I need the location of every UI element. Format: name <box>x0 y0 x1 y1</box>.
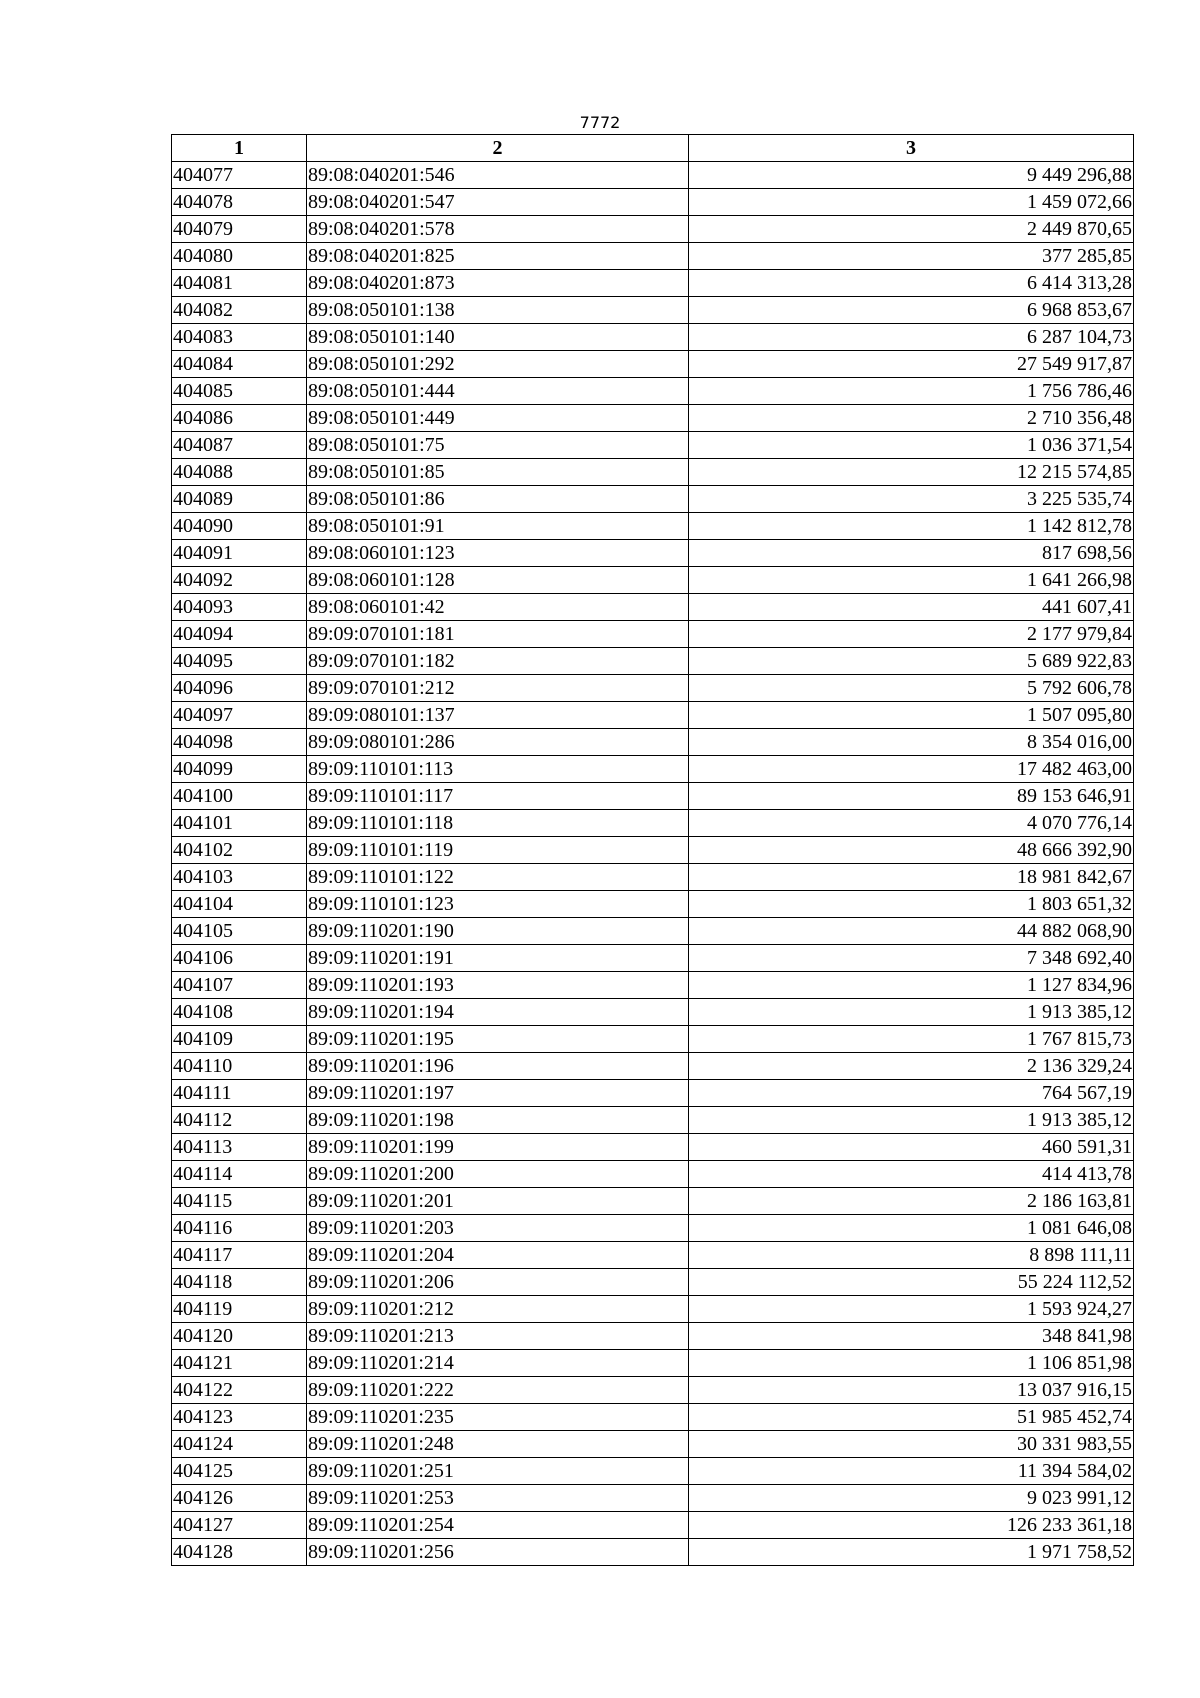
cadastral-number-cell: 89:08:040201:873 <box>307 270 689 297</box>
table-row <box>172 1188 1134 1215</box>
row-number-cell: 404077 <box>172 162 307 189</box>
cadastral-number-cell: 89:09:110101:123 <box>307 891 689 918</box>
row-number-cell: 404089 <box>172 486 307 513</box>
cadastral-number-cell: 89:08:060101:123 <box>307 540 689 567</box>
cadastral-number-cell: 89:09:110201:212 <box>307 1296 689 1323</box>
value-cell: 18 981 842,67 <box>689 864 1134 891</box>
value-cell: 1 756 786,46 <box>689 378 1134 405</box>
row-number-cell: 404079 <box>172 216 307 243</box>
table-row <box>172 891 1134 918</box>
value-cell: 126 233 361,18 <box>689 1512 1134 1539</box>
value-cell: 5 792 606,78 <box>689 675 1134 702</box>
table-row <box>172 432 1134 459</box>
row-number-cell: 404098 <box>172 729 307 756</box>
row-number-cell: 404118 <box>172 1269 307 1296</box>
table-row <box>172 1350 1134 1377</box>
value-cell: 2 449 870,65 <box>689 216 1134 243</box>
table-row <box>172 162 1134 189</box>
table-row <box>172 1026 1134 1053</box>
cadastral-number-cell: 89:08:050101:292 <box>307 351 689 378</box>
cadastral-number-cell: 89:09:070101:182 <box>307 648 689 675</box>
table-row <box>172 297 1134 324</box>
value-cell: 2 136 329,24 <box>689 1053 1134 1080</box>
value-cell: 6 414 313,28 <box>689 270 1134 297</box>
cadastral-number-cell: 89:09:110201:199 <box>307 1134 689 1161</box>
table-row <box>172 729 1134 756</box>
row-number-cell: 404086 <box>172 405 307 432</box>
cadastral-number-cell: 89:09:110201:254 <box>307 1512 689 1539</box>
table-row <box>172 216 1134 243</box>
cadastral-number-cell: 89:09:110201:194 <box>307 999 689 1026</box>
value-cell: 55 224 112,52 <box>689 1269 1134 1296</box>
cadastral-number-cell: 89:09:110201:200 <box>307 1161 689 1188</box>
table-row <box>172 1512 1134 1539</box>
row-number-cell: 404122 <box>172 1377 307 1404</box>
row-number-cell: 404124 <box>172 1431 307 1458</box>
table-row <box>172 1161 1134 1188</box>
row-number-cell: 404099 <box>172 756 307 783</box>
table-row <box>172 378 1134 405</box>
table-row <box>172 1485 1134 1512</box>
value-cell: 441 607,41 <box>689 594 1134 621</box>
cadastral-number-cell: 89:09:070101:212 <box>307 675 689 702</box>
row-number-cell: 404114 <box>172 1161 307 1188</box>
row-number-cell: 404113 <box>172 1134 307 1161</box>
cadastral-number-cell: 89:09:110201:198 <box>307 1107 689 1134</box>
value-cell: 1 971 758,52 <box>689 1539 1134 1566</box>
table-header <box>172 135 1134 162</box>
row-number-cell: 404126 <box>172 1485 307 1512</box>
table-row <box>172 1296 1134 1323</box>
value-cell: 6 968 853,67 <box>689 297 1134 324</box>
row-number-cell: 404080 <box>172 243 307 270</box>
row-number-cell: 404101 <box>172 810 307 837</box>
cadastral-number-cell: 89:09:110201:213 <box>307 1323 689 1350</box>
table-body <box>172 162 1134 1566</box>
table-row <box>172 1107 1134 1134</box>
row-number-cell: 404103 <box>172 864 307 891</box>
table-row <box>172 1134 1134 1161</box>
cadastral-number-cell: 89:08:050101:85 <box>307 459 689 486</box>
value-cell: 1 913 385,12 <box>689 1107 1134 1134</box>
column-header-1: 1 <box>172 135 307 162</box>
cadastral-number-cell: 89:09:110201:251 <box>307 1458 689 1485</box>
value-cell: 460 591,31 <box>689 1134 1134 1161</box>
value-cell: 1 507 095,80 <box>689 702 1134 729</box>
row-number-cell: 404123 <box>172 1404 307 1431</box>
value-cell: 5 689 922,83 <box>689 648 1134 675</box>
cadastral-number-cell: 89:09:110201:191 <box>307 945 689 972</box>
cadastral-number-cell: 89:09:080101:286 <box>307 729 689 756</box>
row-number-cell: 404110 <box>172 1053 307 1080</box>
table-row <box>172 405 1134 432</box>
cadastral-number-cell: 89:09:110201:235 <box>307 1404 689 1431</box>
row-number-cell: 404102 <box>172 837 307 864</box>
cadastral-number-cell: 89:09:110201:206 <box>307 1269 689 1296</box>
value-cell: 8 354 016,00 <box>689 729 1134 756</box>
row-number-cell: 404087 <box>172 432 307 459</box>
table-row <box>172 1539 1134 1566</box>
cadastral-number-cell: 89:08:040201:825 <box>307 243 689 270</box>
table-row <box>172 567 1134 594</box>
value-cell: 1 142 812,78 <box>689 513 1134 540</box>
row-number-cell: 404093 <box>172 594 307 621</box>
table-row <box>172 189 1134 216</box>
row-number-cell: 404108 <box>172 999 307 1026</box>
cadastral-number-cell: 89:09:110201:222 <box>307 1377 689 1404</box>
table-row <box>172 1431 1134 1458</box>
cadastral-number-cell: 89:09:110201:203 <box>307 1215 689 1242</box>
row-number-cell: 404082 <box>172 297 307 324</box>
row-number-cell: 404100 <box>172 783 307 810</box>
cadastral-number-cell: 89:09:110101:117 <box>307 783 689 810</box>
row-number-cell: 404083 <box>172 324 307 351</box>
table-row <box>172 459 1134 486</box>
value-cell: 4 070 776,14 <box>689 810 1134 837</box>
cadastral-number-cell: 89:08:050101:449 <box>307 405 689 432</box>
value-cell: 8 898 111,11 <box>689 1242 1134 1269</box>
value-cell: 11 394 584,02 <box>689 1458 1134 1485</box>
row-number-cell: 404116 <box>172 1215 307 1242</box>
cadastral-number-cell: 89:09:110201:201 <box>307 1188 689 1215</box>
value-cell: 89 153 646,91 <box>689 783 1134 810</box>
header-row <box>172 135 1134 162</box>
value-cell: 7 348 692,40 <box>689 945 1134 972</box>
cadastral-number-cell: 89:08:050101:75 <box>307 432 689 459</box>
row-number-cell: 404115 <box>172 1188 307 1215</box>
table-row <box>172 783 1134 810</box>
value-cell: 1 036 371,54 <box>689 432 1134 459</box>
row-number-cell: 404078 <box>172 189 307 216</box>
row-number-cell: 404112 <box>172 1107 307 1134</box>
table-row <box>172 1053 1134 1080</box>
row-number-cell: 404081 <box>172 270 307 297</box>
row-number-cell: 404095 <box>172 648 307 675</box>
value-cell: 3 225 535,74 <box>689 486 1134 513</box>
cadastral-number-cell: 89:08:050101:86 <box>307 486 689 513</box>
row-number-cell: 404117 <box>172 1242 307 1269</box>
table-row <box>172 945 1134 972</box>
value-cell: 17 482 463,00 <box>689 756 1134 783</box>
table-row <box>172 621 1134 648</box>
value-cell: 1 913 385,12 <box>689 999 1134 1026</box>
row-number-cell: 404125 <box>172 1458 307 1485</box>
cadastral-number-cell: 89:08:040201:546 <box>307 162 689 189</box>
table-row <box>172 648 1134 675</box>
value-cell: 377 285,85 <box>689 243 1134 270</box>
cadastral-number-cell: 89:08:060101:42 <box>307 594 689 621</box>
table-row <box>172 270 1134 297</box>
row-number-cell: 404106 <box>172 945 307 972</box>
table-row <box>172 864 1134 891</box>
cadastral-number-cell: 89:09:110101:119 <box>307 837 689 864</box>
value-cell: 13 037 916,15 <box>689 1377 1134 1404</box>
value-cell: 2 710 356,48 <box>689 405 1134 432</box>
table-row <box>172 513 1134 540</box>
value-cell: 9 449 296,88 <box>689 162 1134 189</box>
value-cell: 1 641 266,98 <box>689 567 1134 594</box>
row-number-cell: 404121 <box>172 1350 307 1377</box>
value-cell: 9 023 991,12 <box>689 1485 1134 1512</box>
registry-table <box>171 134 1134 1566</box>
cadastral-number-cell: 89:09:110201:190 <box>307 918 689 945</box>
table-row <box>172 756 1134 783</box>
value-cell: 1 459 072,66 <box>689 189 1134 216</box>
value-cell: 1 081 646,08 <box>689 1215 1134 1242</box>
table-row <box>172 594 1134 621</box>
row-number-cell: 404104 <box>172 891 307 918</box>
table-row <box>172 1377 1134 1404</box>
row-number-cell: 404090 <box>172 513 307 540</box>
cadastral-number-cell: 89:09:110201:214 <box>307 1350 689 1377</box>
value-cell: 2 177 979,84 <box>689 621 1134 648</box>
row-number-cell: 404088 <box>172 459 307 486</box>
row-number-cell: 404084 <box>172 351 307 378</box>
cadastral-number-cell: 89:09:110201:256 <box>307 1539 689 1566</box>
table-row <box>172 1215 1134 1242</box>
row-number-cell: 404111 <box>172 1080 307 1107</box>
value-cell: 12 215 574,85 <box>689 459 1134 486</box>
value-cell: 1 767 815,73 <box>689 1026 1134 1053</box>
table-row <box>172 702 1134 729</box>
value-cell: 2 186 163,81 <box>689 1188 1134 1215</box>
cadastral-number-cell: 89:09:110101:118 <box>307 810 689 837</box>
table-row <box>172 1404 1134 1431</box>
value-cell: 51 985 452,74 <box>689 1404 1134 1431</box>
cadastral-number-cell: 89:08:040201:578 <box>307 216 689 243</box>
row-number-cell: 404105 <box>172 918 307 945</box>
table-row <box>172 243 1134 270</box>
table-row <box>172 1269 1134 1296</box>
cadastral-number-cell: 89:09:110101:113 <box>307 756 689 783</box>
cadastral-number-cell: 89:09:110201:204 <box>307 1242 689 1269</box>
cadastral-number-cell: 89:09:110201:197 <box>307 1080 689 1107</box>
row-number-cell: 404091 <box>172 540 307 567</box>
cadastral-number-cell: 89:08:060101:128 <box>307 567 689 594</box>
table-row <box>172 837 1134 864</box>
value-cell: 1 803 651,32 <box>689 891 1134 918</box>
row-number-cell: 404109 <box>172 1026 307 1053</box>
cadastral-number-cell: 89:09:110201:193 <box>307 972 689 999</box>
cadastral-number-cell: 89:09:110201:248 <box>307 1431 689 1458</box>
cadastral-number-cell: 89:08:050101:444 <box>307 378 689 405</box>
row-number-cell: 404094 <box>172 621 307 648</box>
table-row <box>172 1458 1134 1485</box>
table-row <box>172 999 1134 1026</box>
cadastral-number-cell: 89:09:110101:122 <box>307 864 689 891</box>
table-row <box>172 675 1134 702</box>
table-row <box>172 972 1134 999</box>
table-row <box>172 486 1134 513</box>
page-number: 7772 <box>579 113 621 132</box>
cadastral-number-cell: 89:08:050101:140 <box>307 324 689 351</box>
table-row <box>172 1323 1134 1350</box>
cadastral-number-cell: 89:09:080101:137 <box>307 702 689 729</box>
column-header-3: 3 <box>689 135 1134 162</box>
value-cell: 764 567,19 <box>689 1080 1134 1107</box>
row-number-cell: 404107 <box>172 972 307 999</box>
table-row <box>172 1080 1134 1107</box>
row-number-cell: 404096 <box>172 675 307 702</box>
table-row <box>172 810 1134 837</box>
cadastral-number-cell: 89:08:040201:547 <box>307 189 689 216</box>
table-row <box>172 540 1134 567</box>
row-number-cell: 404120 <box>172 1323 307 1350</box>
row-number-cell: 404097 <box>172 702 307 729</box>
cadastral-number-cell: 89:09:070101:181 <box>307 621 689 648</box>
row-number-cell: 404119 <box>172 1296 307 1323</box>
value-cell: 817 698,56 <box>689 540 1134 567</box>
row-number-cell: 404085 <box>172 378 307 405</box>
cadastral-number-cell: 89:09:110201:195 <box>307 1026 689 1053</box>
cadastral-number-cell: 89:09:110201:196 <box>307 1053 689 1080</box>
table-row <box>172 324 1134 351</box>
row-number-cell: 404127 <box>172 1512 307 1539</box>
cadastral-number-cell: 89:09:110201:253 <box>307 1485 689 1512</box>
column-header-2: 2 <box>307 135 689 162</box>
row-number-cell: 404128 <box>172 1539 307 1566</box>
value-cell: 1 593 924,27 <box>689 1296 1134 1323</box>
value-cell: 1 127 834,96 <box>689 972 1134 999</box>
value-cell: 414 413,78 <box>689 1161 1134 1188</box>
value-cell: 1 106 851,98 <box>689 1350 1134 1377</box>
value-cell: 30 331 983,55 <box>689 1431 1134 1458</box>
cadastral-number-cell: 89:08:050101:91 <box>307 513 689 540</box>
cadastral-number-cell: 89:08:050101:138 <box>307 297 689 324</box>
row-number-cell: 404092 <box>172 567 307 594</box>
value-cell: 44 882 068,90 <box>689 918 1134 945</box>
value-cell: 6 287 104,73 <box>689 324 1134 351</box>
value-cell: 48 666 392,90 <box>689 837 1134 864</box>
value-cell: 348 841,98 <box>689 1323 1134 1350</box>
table-row <box>172 1242 1134 1269</box>
value-cell: 27 549 917,87 <box>689 351 1134 378</box>
table-row <box>172 918 1134 945</box>
table-row <box>172 351 1134 378</box>
